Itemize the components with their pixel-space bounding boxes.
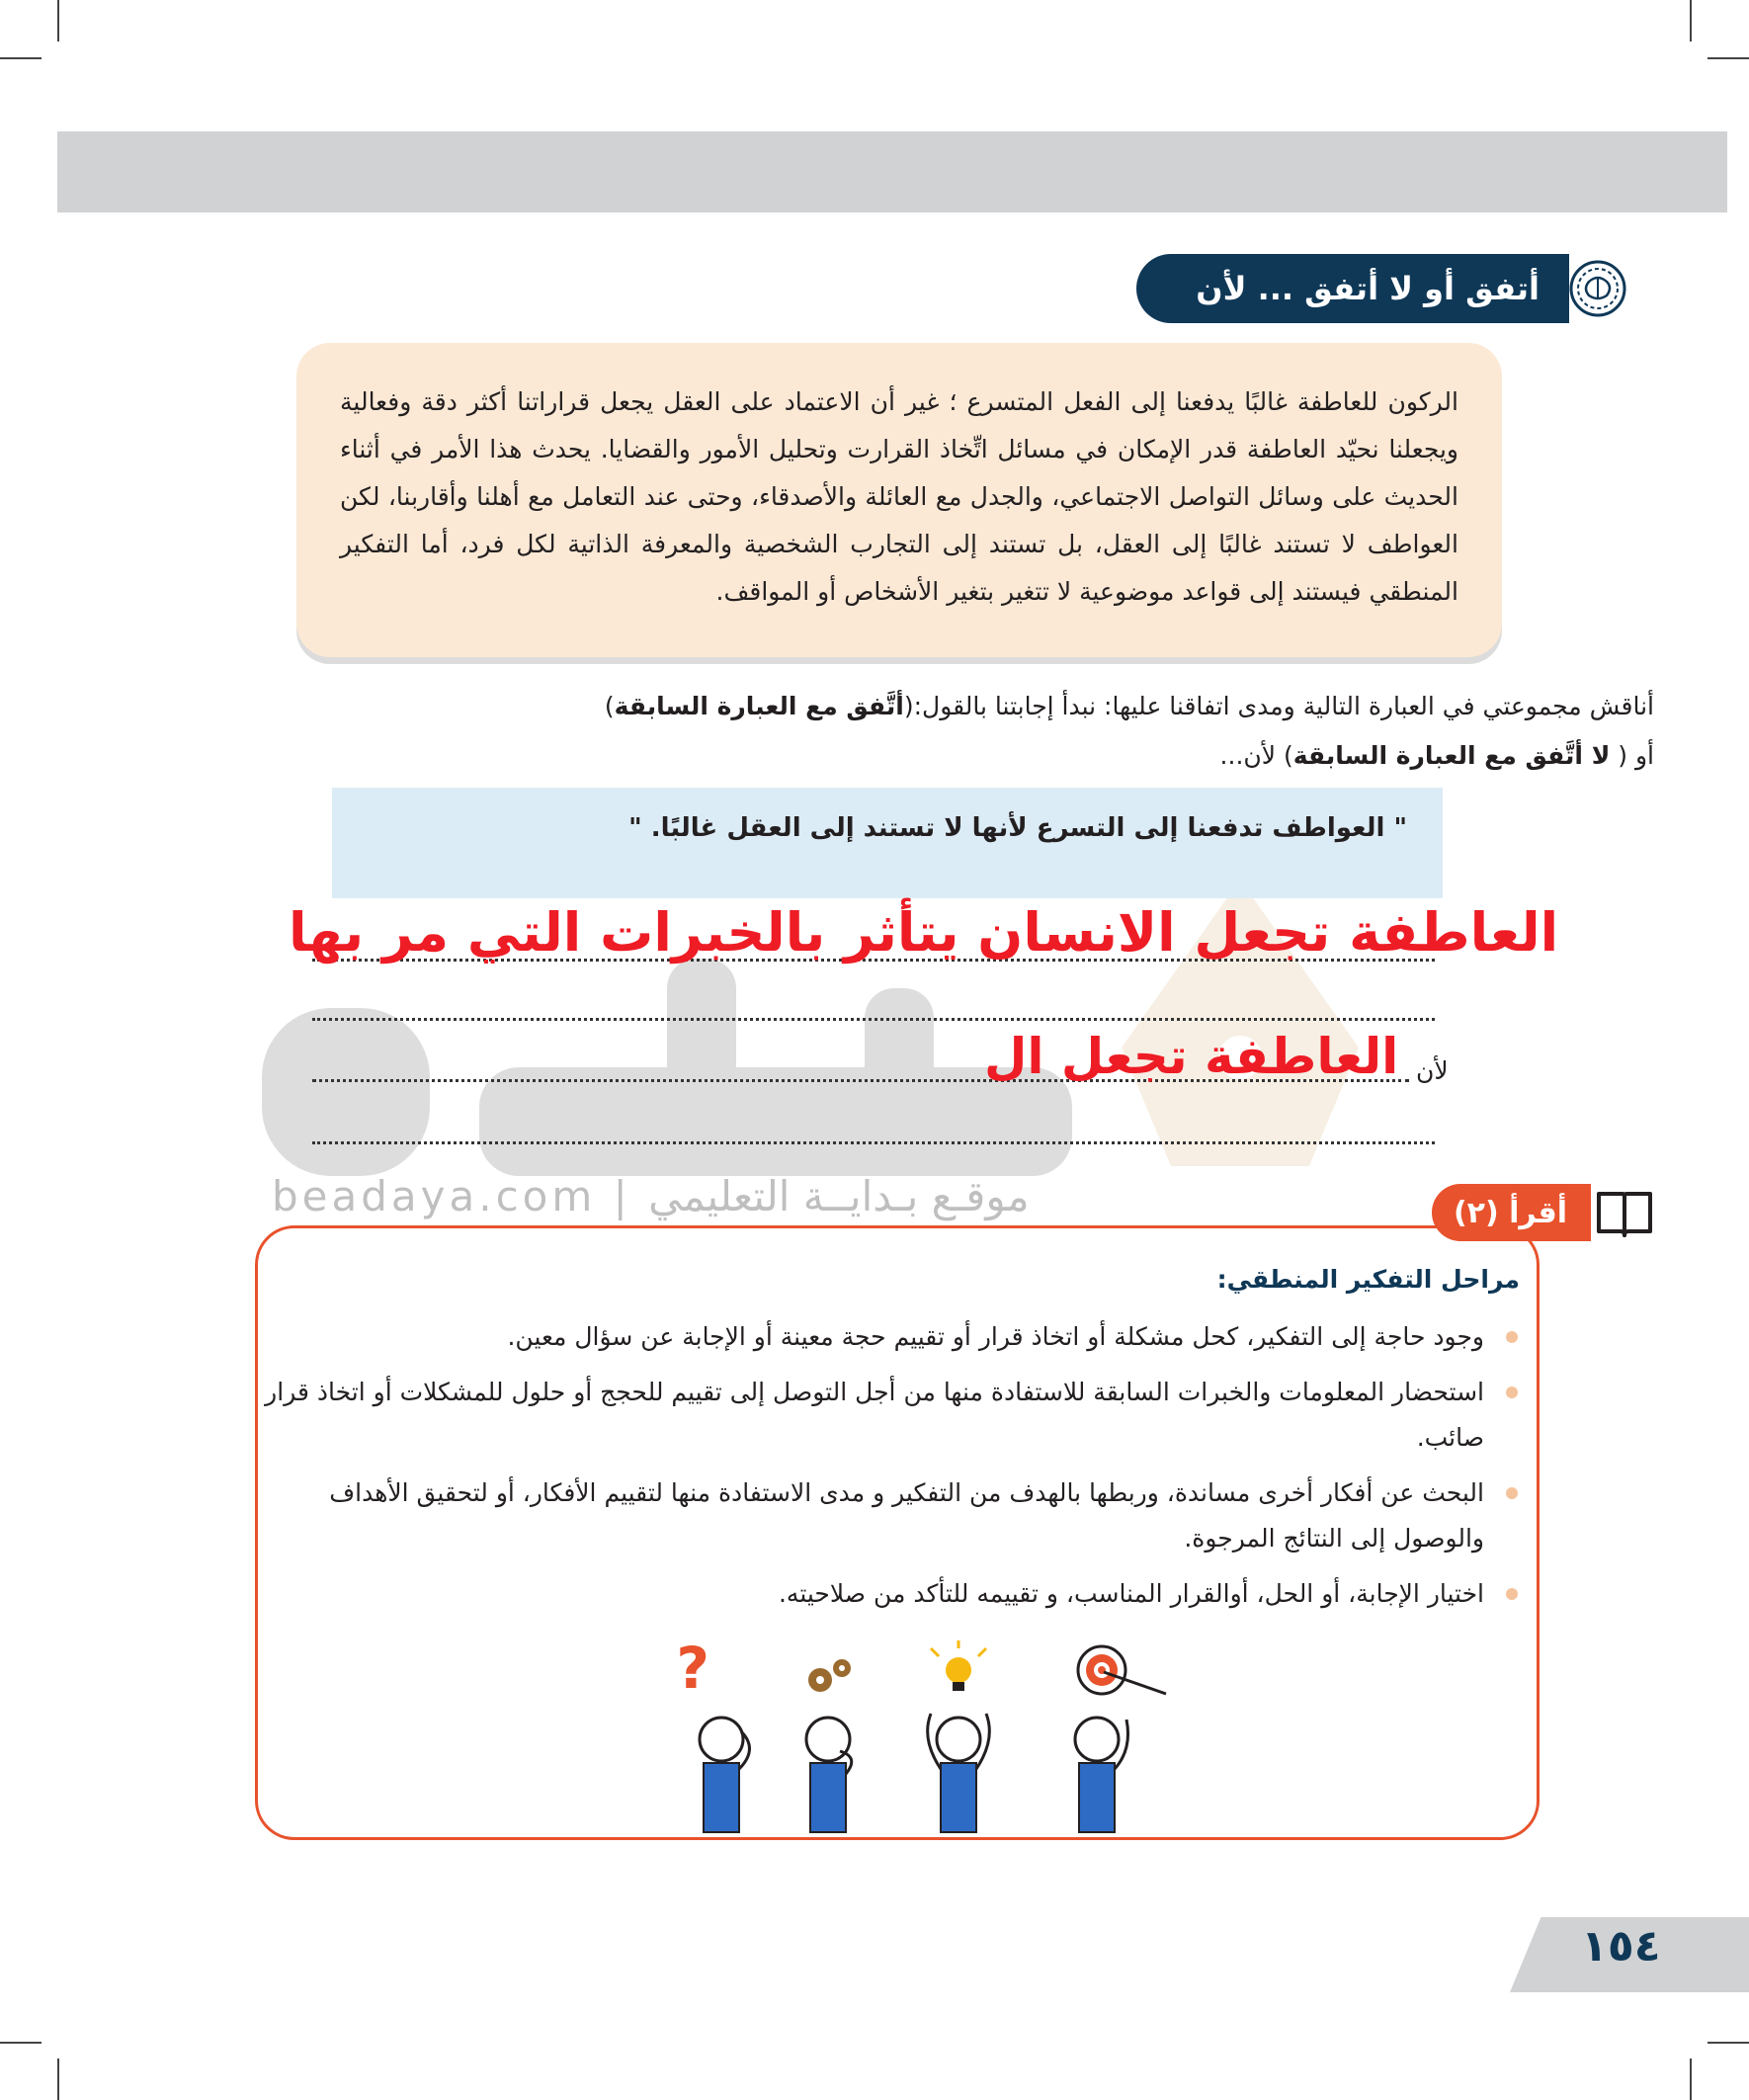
idea-figure: [928, 1640, 990, 1832]
thinking-figures-illustration: [672, 1640, 1186, 1838]
gears-figure: [806, 1659, 852, 1832]
discussion-text: ) لأن...: [1219, 741, 1293, 770]
discussion-text: ): [604, 692, 615, 720]
handwritten-answer-1: العاطفة تجعل الانسان يتأثر بالخبرات التي مر بها: [289, 901, 1559, 964]
crop-mark: [57, 0, 59, 42]
watermark-text: beadaya.com | موقـع بـدايــة التعليمي: [272, 1172, 1030, 1220]
header-band: [57, 131, 1727, 212]
discussion-text: أناقش مجموعتي في العبارة التالية ومدى اتفاقنا عليها: نبدأ إجابتنا بالقول:(: [903, 692, 1654, 720]
answer-line[interactable]: [312, 1018, 1435, 1021]
page-number: ١٥٤: [1581, 1921, 1661, 1972]
discussion-text: أو (: [1610, 741, 1654, 770]
intro-box: [296, 343, 1502, 657]
list-item: استحضار المعلومات والخبرات السابقة للاستفادة منها من أجل التوصل إلى تقييم للحجج أو حلول للمشكلات أو اتخاذ قرار صائب.: [265, 1370, 1520, 1461]
crop-mark: [0, 57, 42, 59]
crop-mark: [0, 2042, 42, 2044]
target-figure: [1075, 1646, 1166, 1832]
lightbulb-icon: [946, 1657, 971, 1683]
list-item: البحث عن أفكار أخرى مساندة، وربطها بالهدف من التفكير و مدى الاستفادة منها لتقييم الأفكار، أو لتحقيق الأهداف والوصول إلى النتائج المرجوة.: [265, 1470, 1520, 1561]
list-item: اختيار الإجابة، أو الحل، أوالقرار المناسب، و تقييمه للتأكد من صلاحيته.: [265, 1571, 1520, 1617]
because-label: لأن: [1416, 1056, 1449, 1085]
section-header: [1136, 254, 1569, 323]
open-book-icon: [1593, 1180, 1656, 1243]
crop-mark: [1690, 0, 1692, 42]
read-title: أقرأ (٢): [1432, 1184, 1591, 1241]
list-item: وجود حاجة إلى التفكير، كحل مشكلة أو اتخاذ قرار أو تقييم حجة معينة أو الإجابة عن سؤال معين.: [265, 1314, 1520, 1360]
question-mark-icon: ?: [676, 1640, 709, 1702]
quote-box: [332, 788, 1443, 898]
section-title: أتفق أو لا أتفق ... لأن: [1136, 254, 1569, 323]
intro-text: الركون للعاطفة غالبًا يدفعنا إلى الفعل المتسرع ؛ غير أن الاعتماد على العقل يجعل قراراتنا أكثر دقة وفعالية ويجعلنا نحيّد العاطفة قدر الإمكان في مسائل اتِّخاذ القرارت وتحليل الأمور والقضايا. يحدث هذا الأمر في أثناء الحديث على وسائل التواصل الاجتماعي، والجدل مع العائلة والأصدقاء، وحتى عند التعامل مع أهلنا وأقاربنا، لكن العواطف لا تستند غالبًا إلى العقل، بل تستند إلى التجارب الشخصية والمعرفة الذاتية لكل فرد، أما التفكير المنطقي فيستند إلى قواعد موضوعية لا تتغير بتغير الأشخاص أو المواقف.: [340, 387, 1458, 606]
question-figure: [676, 1640, 749, 1832]
discussion-instructions: [291, 682, 1654, 781]
discussion-line-1: [291, 682, 1654, 731]
steps-list: [265, 1314, 1520, 1627]
handwritten-answer-2: العاطفة تجعل ال: [984, 1028, 1399, 1085]
read-subtitle: مراحل التفكير المنطقي:: [1216, 1265, 1520, 1294]
crop-mark: [1690, 2058, 1692, 2100]
agree-option: أتَّفق مع العبارة السابقة: [614, 692, 904, 720]
brain-icon: [1567, 258, 1628, 319]
crop-mark: [1707, 2042, 1749, 2044]
crop-mark: [1707, 57, 1749, 59]
quote-text: " العواطف تدفعنا إلى التسرع لأنها لا تستند إلى العقل غالبًا. ": [628, 813, 1407, 843]
read-header: [1432, 1184, 1591, 1243]
crop-mark: [57, 2058, 59, 2100]
answer-line[interactable]: [312, 1141, 1435, 1144]
discussion-line-2: [291, 731, 1654, 781]
disagree-option: لا أتَّفق مع العبارة السابقة: [1292, 741, 1611, 770]
